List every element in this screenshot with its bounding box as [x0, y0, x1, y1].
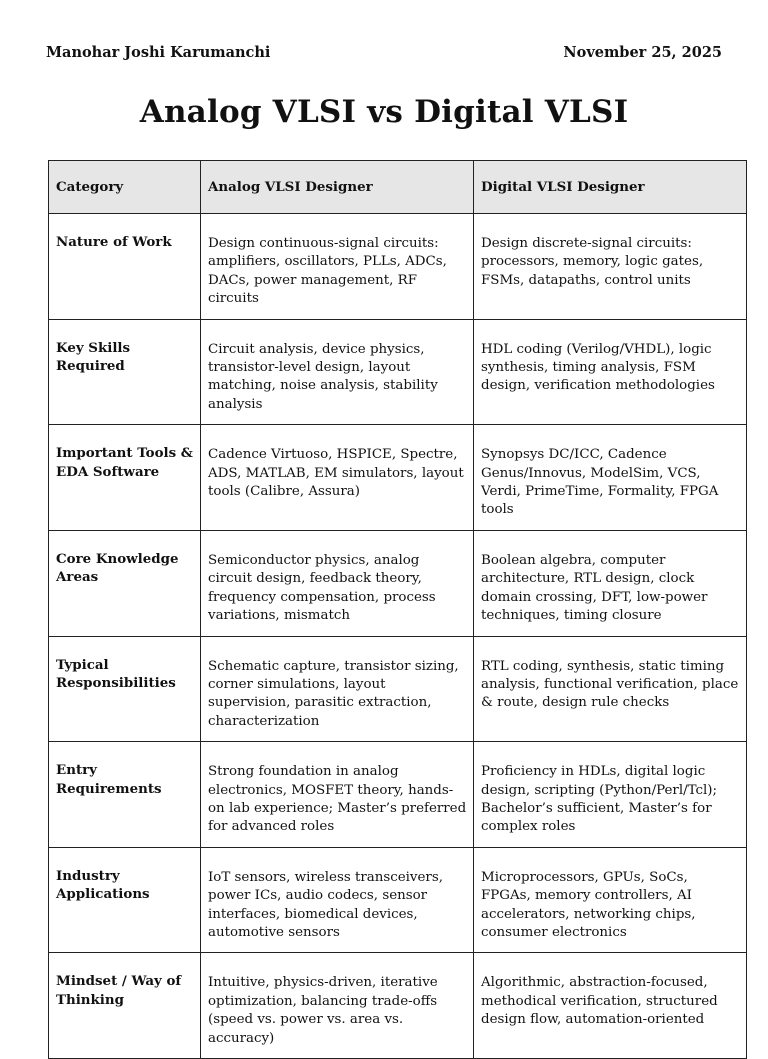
row-category: Core Knowledge Areas	[49, 530, 201, 636]
column-header-analog: Analog VLSI Designer	[201, 161, 474, 214]
analog-cell: Strong foundation in analog electronics, MOSFET theory, hands-on lab experience; Master’s preferred for advanced roles	[201, 742, 474, 848]
page-header	[46, 44, 722, 66]
digital-cell: Design discrete-signal circuits: processors, memory, logic gates, FSMs, datapaths, control units	[474, 214, 747, 320]
digital-cell: HDL coding (Verilog/VHDL), logic synthesis, timing analysis, FSM design, verification methodologies	[474, 319, 747, 425]
digital-cell: Algorithmic, abstraction-focused, methodical verification, structured design flow, automation-oriented	[474, 953, 747, 1059]
document-date: November 25, 2025	[563, 44, 722, 61]
digital-cell: Synopsys DC/ICC, Cadence Genus/Innovus, ModelSim, VCS, Verdi, PrimeTime, Formality, FPGA tools	[474, 425, 747, 531]
table-row	[49, 425, 747, 531]
column-header-digital: Digital VLSI Designer	[474, 161, 747, 214]
analog-cell: Circuit analysis, device physics, transistor-level design, layout matching, noise analysis, stability analysis	[201, 319, 474, 425]
analog-cell: Schematic capture, transistor sizing, corner simulations, layout supervision, parasitic extraction, characterization	[201, 636, 474, 742]
table-row	[49, 319, 747, 425]
table-row	[49, 214, 747, 320]
analog-cell: Intuitive, physics-driven, iterative optimization, balancing trade-offs (speed vs. power vs. area vs. accuracy)	[201, 953, 474, 1059]
digital-cell: Boolean algebra, computer architecture, RTL design, clock domain crossing, DFT, low-power techniques, timing closure	[474, 530, 747, 636]
row-category: Mindset / Way of Thinking	[49, 953, 201, 1059]
row-category: Entry Requirements	[49, 742, 201, 848]
digital-cell: Microprocessors, GPUs, SoCs, FPGAs, memory controllers, AI accelerators, networking chips, consumer electronics	[474, 847, 747, 953]
row-category: Important Tools & EDA Software	[49, 425, 201, 531]
analog-cell: Semiconductor physics, analog circuit design, feedback theory, frequency compensation, process variations, mismatch	[201, 530, 474, 636]
row-category: Key Skills Required	[49, 319, 201, 425]
digital-cell: Proficiency in HDLs, digital logic design, scripting (Python/Perl/Tcl); Bachelor’s sufficient, Master’s for complex roles	[474, 742, 747, 848]
digital-cell: RTL coding, synthesis, static timing analysis, functional verification, place & route, design rule checks	[474, 636, 747, 742]
comparison-table	[48, 160, 747, 1059]
analog-cell: Cadence Virtuoso, HSPICE, Spectre, ADS, MATLAB, EM simulators, layout tools (Calibre, Assura)	[201, 425, 474, 531]
analog-cell: IoT sensors, wireless transceivers, power ICs, audio codecs, sensor interfaces, biomedical devices, automotive sensors	[201, 847, 474, 953]
table-row	[49, 847, 747, 953]
row-category: Industry Applications	[49, 847, 201, 953]
author-name: Manohar Joshi Karumanchi	[46, 44, 271, 61]
table-row	[49, 636, 747, 742]
page-title: Analog VLSI vs Digital VLSI	[139, 94, 629, 130]
table-row	[49, 953, 747, 1059]
table-header-row	[49, 161, 747, 214]
table-row	[49, 530, 747, 636]
table-row	[49, 742, 747, 848]
row-category: Typical Responsibilities	[49, 636, 201, 742]
row-category: Nature of Work	[49, 214, 201, 320]
column-header-category: Category	[49, 161, 201, 214]
analog-cell: Design continuous-signal circuits: amplifiers, oscillators, PLLs, ADCs, DACs, power management, RF circuits	[201, 214, 474, 320]
